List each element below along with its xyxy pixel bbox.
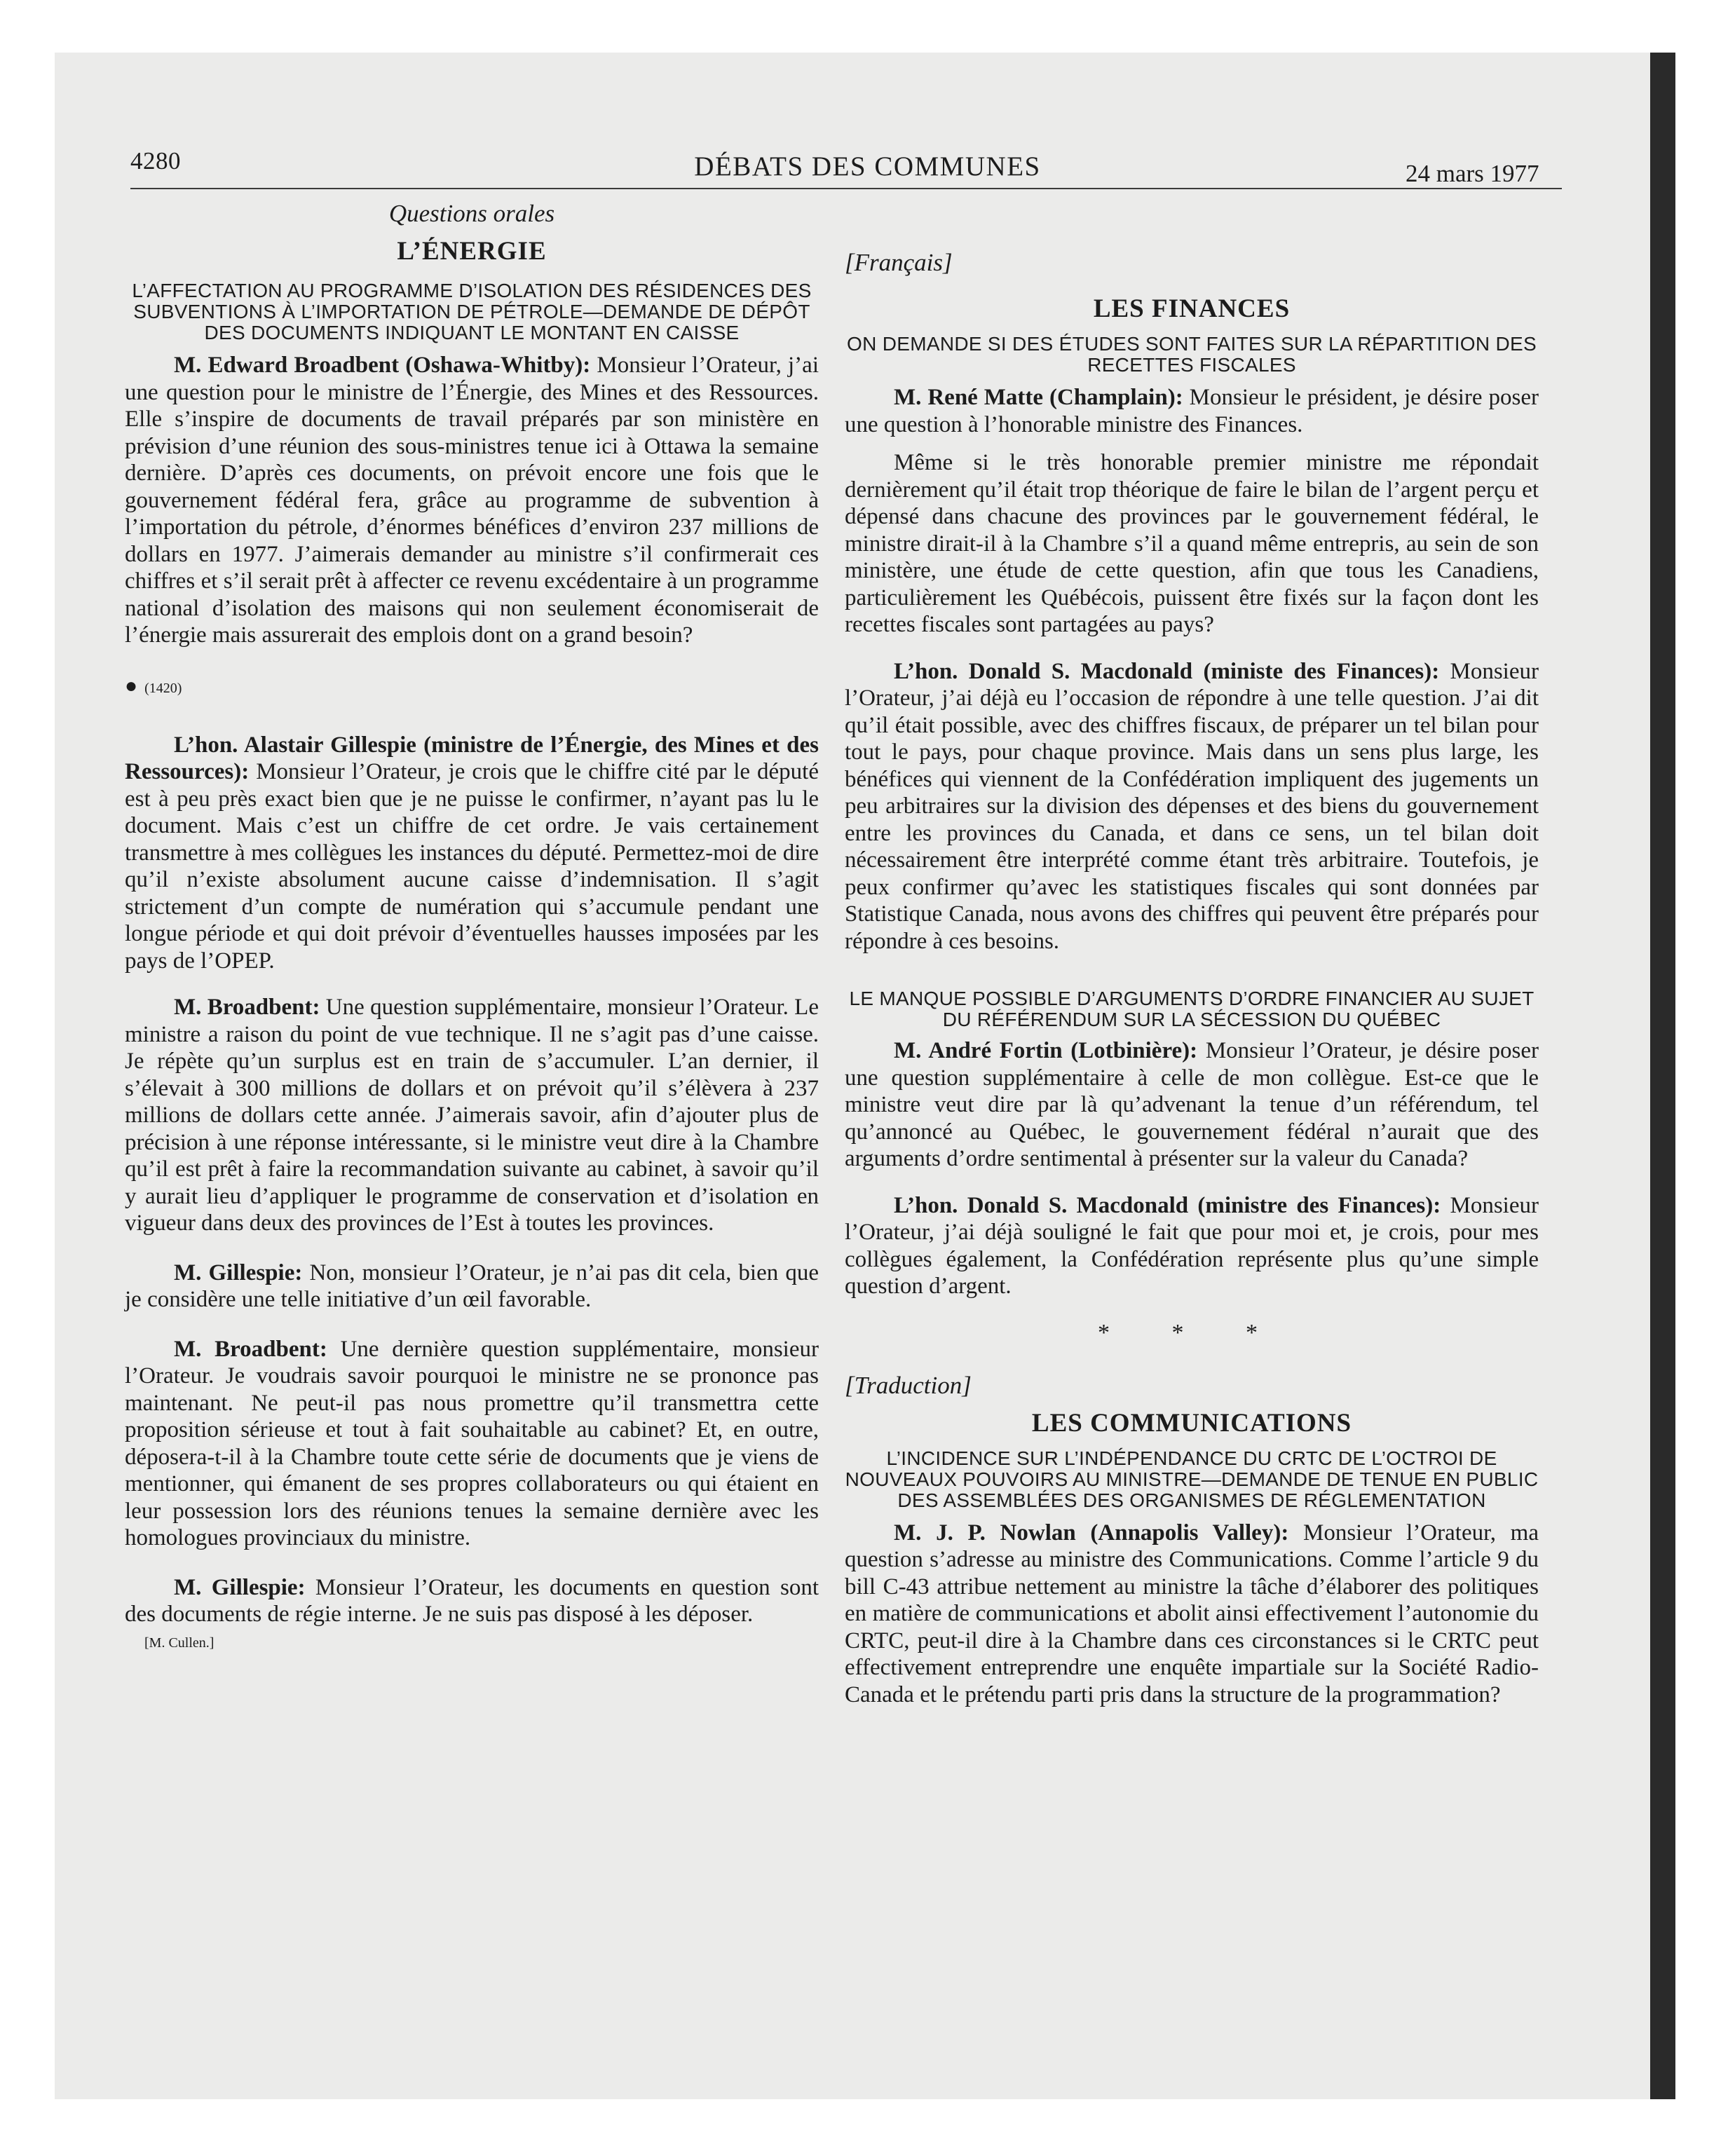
subheading-energie: L’AFFECTATION AU PROGRAMME D’ISOLATION DES RÉSIDENCES DES SUBVENTIONS À L’IMPORTATION DE PÉTROLE—DEMANDE DE DÉPÔT DES DOCUMENTS INDIQUANT LE MONTANT EN CAISSE (132, 280, 812, 343)
speech-paragraph: Même si le très honorable premier ministre me répondait dernièrement qu’il était trop théorique de faire le bilan de l’argent perçu et dépensé dans chacune des provinces par le gouvernement fédéral, le ministre dirait-il à la Chambre s’il a quand même entrepris, au sein de son ministère, une étude de cette question, afin que tous les Canadiens, particulièrement les Québécois, puissent être fixés sur la façon dont les recettes fiscales sont partagées au pays? (845, 450, 1539, 637)
heading-communications: LES COMMUNICATIONS (1031, 1408, 1352, 1438)
header-rule (130, 188, 1562, 189)
speaker-name: M. Gillespie: (174, 1574, 306, 1600)
speaker-name: L’hon. Alastair Gillespie (ministre de l’Énergie, des Mines et des Ressources): (125, 732, 819, 784)
speaker-name: M. André Fortin (Lotbinière): (894, 1038, 1198, 1063)
speech-paragraph (845, 658, 1539, 955)
heading-finances: LES FINANCES (1093, 294, 1291, 323)
speech-paragraph (845, 1192, 1539, 1300)
running-title: DÉBATS DES COMMUNES (694, 151, 1041, 182)
speech-paragraph (845, 1037, 1539, 1173)
subheading-finances: ON DEMANDE SI DES ÉTUDES SONT FAITES SUR LA RÉPARTITION DES RECETTES FISCALES (847, 333, 1537, 376)
speech-paragraph (125, 732, 819, 975)
scan-edge-bar (1650, 53, 1675, 2099)
speaker-name: L’hon. Donald S. Macdonald (ministe des Finances): (894, 658, 1440, 684)
speech-text: Monsieur l’Orateur, j’ai déjà eu l’occasion de répondre à une telle question. J’ai dit qu’il était possible, avec des chiffres fiscaux, de préparer un tel bilan pour tout le pays, pour chaque province. Mais dans un sens plus large, les bénéfices qui viennent de la Confédération impliquent des jugements un peu arbitraires sur la division des dépenses et des biens du gouvernement entre les provinces du Canada, et dans ce sens, un tel bilan doit nécessairement être interprété comme étant très arbitraire. Toutefois, je peux confirmer qu’avec les statistiques fiscales qui sont données par Statistique Canada, nous avons des chiffres qui peuvent être préparés pour répondre à ces besoins. (845, 658, 1539, 954)
speaker-name: M. Gillespie: (174, 1260, 303, 1285)
speaker-name: M. Edward Broadbent (Oshawa-Whitby): (174, 353, 591, 378)
speaker-name: M. Broadbent: (174, 1336, 327, 1362)
speech-text: Monsieur l’Orateur, j’ai une question pour le ministre de l’Énergie, des Mines et des Ressources. Elle s’inspire de documents de travail préparés par son ministère en prévision d’une réunion des sous-ministres tenue ici à Ottawa la semaine dernière. D’après ces documents, on prévoit encore une fois que le gouvernement fédéral fera, grâce au programme de subvention à l’importation du pétrole, d’énormes bénéfices d’environ 237 millions de dollars en 1977. J’aimerais demander au ministre s’il confirmerait ces chiffres et s’il serait prêt à affecter ce revenu excédentaire à un programme national d’isolation des maisons qui non seulement économiserait de l’énergie mais assurerait des emplois dont on a grand besoin? (125, 353, 819, 648)
speaker-name: M. Broadbent: (174, 995, 320, 1020)
speech-text: Monsieur l’Orateur, je désire poser une question supplémentaire à celle de mon collègue. Est-ce que le ministre veut dire par là qu’advenant la tenue d’un référendum, tel qu’annoncé au Québec, le gouvernement fédéral n’aurait que des arguments d’ordre sentimental à présenter sur la valeur du Canada? (845, 1038, 1539, 1171)
subheading-communications: L’INCIDENCE SUR L’INDÉPENDANCE DU CRTC DE L’OCTROI DE NOUVEAUX POUVOIRS AU MINISTRE—DEMANDE DE TENUE EN PUBLIC DES ASSEMBLÉES DES ORGANISMES DE RÉGLEMENTATION (845, 1447, 1539, 1511)
time-marker-text: (1420) (144, 680, 182, 696)
subheading-referendum: LE MANQUE POSSIBLE D’ARGUMENTS D’ORDRE FINANCIER AU SUJET DU RÉFÉRENDUM SUR LA SÉCESSION DU QUÉBEC (849, 988, 1535, 1030)
section-separator: * * * (1098, 1319, 1286, 1346)
speech-paragraph (845, 1520, 1539, 1709)
speech-paragraph (125, 1574, 819, 1628)
speech-text: Monsieur l’Orateur, je crois que le chiffre cité par le député est à peu près exact bien que je ne puisse le confirmer, n’ayant pas lu le document. Mais c’est un chiffre de cet ordre. Je vais certainement transmettre à mes collègues les instances du député. Permettez-moi de dire qu’il n’existe absolument aucune caisse d’indemnisation. Il s’agit strictement d’un compte de numération qui s’accumule pendant une longue période et qui doit prévoir d’éventuelles hausses imposées par les pays de l’OPEP. (125, 759, 819, 974)
heading-energie: L’ÉNERGIE (397, 237, 547, 266)
language-tag: [Français] (845, 249, 953, 276)
speech-text: Non, monsieur l’Orateur, je n’ai pas dit cela, bien que je considère une telle initiative d’un œil favorable. (125, 1260, 819, 1312)
time-marker (125, 674, 819, 698)
footer-ref: [M. Cullen.] (144, 1635, 215, 1651)
speech-text: Une question supplémentaire, monsieur l’Orateur. Le ministre a raison du point de vue technique. Il ne s’agit pas d’une caisse. Je répète qu’un surplus est en train de s’accumuler. L’an dernier, il s’élevait à 300 millions de dollars et on prévoit qu’il s’élèvera à 237 millions de dollars cette année. J’aimerais savoir, afin d’ajouter plus de précision à une réponse intéressante, si le ministre veut dire à la Chambre qu’il est prêt à faire la recommandation suivante au cabinet, à savoir qu’il y aurait lieu d’appliquer le programme de conservation et d’isolation en vigueur dans deux des provinces de l’Est à toutes les provinces. (125, 995, 819, 1236)
speech-text: Monsieur le président, je désire poser une question à l’honorable ministre des Finances. (845, 385, 1539, 437)
page-date: 24 mars 1977 (1406, 160, 1539, 187)
bullet-icon: ● (125, 674, 138, 697)
speaker-name: L’hon. Donald S. Macdonald (ministre des Finances): (894, 1192, 1441, 1218)
page-number: 4280 (130, 147, 181, 175)
speech-text: Monsieur l’Orateur, ma question s’adresse au ministre des Communications. Comme l’article 9 du bill C-43 attribue nettement au ministre la tâche d’élaborer des politiques en matière de communications et abolit ainsi effectivement l’autonomie du CRTC, peut-il dire à la Chambre dans ces circonstances si le CRTC peut effectivement entreprendre une enquête impartiale sur la Société Radio-Canada et le prétendu parti pris dans la structure de la programmation? (845, 1520, 1539, 1707)
speech-paragraph (845, 384, 1539, 438)
speaker-name: M. René Matte (Champlain): (894, 385, 1183, 410)
speech-text: Monsieur l’Orateur, j’ai déjà souligné le fait que pour moi et, je crois, pour mes collègues également, la Confédération représente plus qu’une simple question d’argent. (845, 1192, 1539, 1299)
speech-text: Une dernière question supplémentaire, monsieur l’Orateur. Je voudrais savoir pourquoi le ministre ne se prononce pas maintenant. Ne peut-il pas nous promettre qu’il transmettra cette proposition sérieuse et tout à fait souhaitable au cabinet? Et, en outre, déposera-t-il à la Chambre toute cette série de documents que je viens de mentionner, qui émanent de ses propres collaborateurs ou qui étaient en leur possession lors des réunions tenues la semaine dernière avec les homologues provinciaux du ministre. (125, 1336, 819, 1550)
speech-paragraph (125, 1336, 819, 1552)
language-tag: [Traduction] (845, 1371, 972, 1399)
section-label: Questions orales (388, 200, 555, 227)
speech-paragraph (125, 352, 819, 649)
right-column (845, 249, 1539, 1708)
speech-paragraph (125, 994, 819, 1237)
speech-paragraph (125, 1260, 819, 1314)
speech-text: Monsieur l’Orateur, les documents en question sont des documents de régie interne. Je ne suis pas disposé à les déposer. (125, 1574, 819, 1627)
speaker-name: M. J. P. Nowlan (Annapolis Valley): (894, 1520, 1289, 1546)
left-column (125, 200, 819, 1651)
